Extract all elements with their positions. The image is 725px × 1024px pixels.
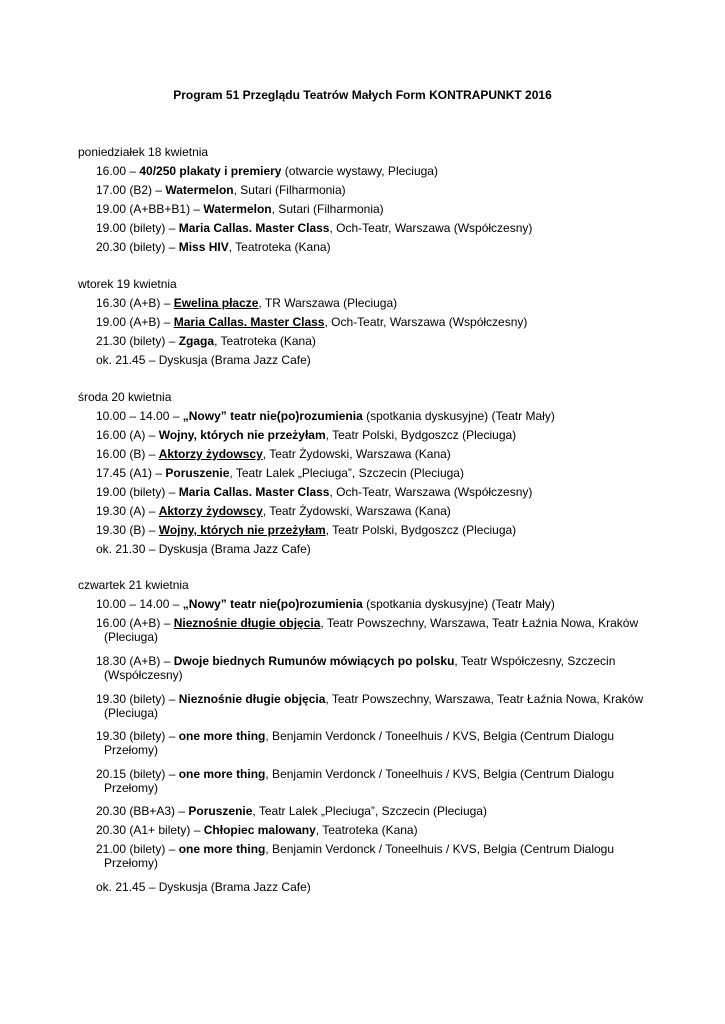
day-heading-monday: poniedziałek 18 kwietnia (78, 145, 209, 159)
event-line: 10.00 – 14.00 – „Nowy” teatr nie(po)rozumienia (spotkania dyskusyjne) (Teatr Mały) (96, 597, 555, 611)
event-line: 19.30 (B) – Wojny, których nie przeżyłam, Teatr Polski, Bydgoszcz (Pleciuga) (96, 523, 517, 537)
event-line: 17.45 (A1) – Poruszenie, Teatr Lalek „Pleciuga”, Szczecin (Pleciuga) (96, 466, 464, 480)
event-line: 16.00 – 40/250 plakaty i premiery (otwarcie wystawy, Pleciuga) (96, 164, 438, 178)
event-line: 16.00 (A+B) – Nieznośnie długie objęcia, Teatr Powszechny, Warszawa, Teatr Łaźnia Nowa, Kraków (Pleciuga) (96, 616, 639, 644)
event-line: 21.00 (bilety) – one more thing, Benjamin Verdonck / Toneelhuis / KVS, Belgia (Centrum Dialogu Przełomy) (96, 842, 615, 870)
event-line: 20.30 (bilety) – Miss HIV, Teatroteka (Kana) (96, 240, 331, 254)
event-line: 19.00 (A+B) – Maria Callas. Master Class, Och-Teatr, Warszawa (Współczesny) (96, 315, 528, 329)
page-title: Program 51 Przeglądu Teatrów Małych Form KONTRAPUNKT 2016 (173, 88, 552, 102)
event-line: 19.00 (bilety) – Maria Callas. Master Class, Och-Teatr, Warszawa (Współczesny) (96, 485, 533, 499)
event-line: 19.00 (bilety) – Maria Callas. Master Class, Och-Teatr, Warszawa (Współczesny) (96, 221, 533, 235)
event-line: 21.30 (bilety) – Zgaga, Teatroteka (Kana) (96, 334, 316, 348)
event-line: 16.30 (A+B) – Ewelina płacze, TR Warszawa (Pleciuga) (96, 296, 398, 310)
event-line: ok. 21.45 – Dyskusja (Brama Jazz Cafe) (96, 880, 311, 894)
event-line: 19.30 (bilety) – Nieznośnie długie objęcia, Teatr Powszechny, Warszawa, Teatr Łaźnia Nowa, Kraków (Pleciuga) (96, 692, 644, 720)
event-line: 16.00 (B) – Aktorzy żydowscy, Teatr Żydowski, Warszawa (Kana) (96, 447, 451, 461)
event-line: 20.15 (bilety) – one more thing, Benjamin Verdonck / Toneelhuis / KVS, Belgia (Centrum Dialogu Przełomy) (96, 767, 615, 795)
day-heading-tuesday: wtorek 19 kwietnia (78, 277, 177, 291)
event-line: ok. 21.45 – Dyskusja (Brama Jazz Cafe) (96, 353, 311, 367)
event-line: 20.30 (A1+ bilety) – Chłopiec malowany, Teatroteka (Kana) (96, 823, 418, 837)
event-line: 10.00 – 14.00 – „Nowy” teatr nie(po)rozumienia (spotkania dyskusyjne) (Teatr Mały) (96, 409, 555, 423)
event-line: 17.00 (B2) – Watermelon, Sutari (Filharmonia) (96, 183, 346, 197)
day-heading-thursday: czwartek 21 kwietnia (78, 578, 189, 592)
event-line: 19.30 (bilety) – one more thing, Benjamin Verdonck / Toneelhuis / KVS, Belgia (Centrum Dialogu Przełomy) (96, 729, 615, 757)
event-line: 20.30 (BB+A3) – Poruszenie, Teatr Lalek „Pleciuga”, Szczecin (Pleciuga) (96, 804, 487, 818)
day-heading-wednesday: środa 20 kwietnia (78, 390, 172, 404)
event-line: ok. 21.30 – Dyskusja (Brama Jazz Cafe) (96, 542, 311, 556)
event-line: 16.00 (A) – Wojny, których nie przeżyłam, Teatr Polski, Bydgoszcz (Pleciuga) (96, 428, 517, 442)
event-line: 19.30 (A) – Aktorzy żydowscy, Teatr Żydowski, Warszawa (Kana) (96, 504, 451, 518)
event-line: 19.00 (A+BB+B1) – Watermelon, Sutari (Filharmonia) (96, 202, 384, 216)
event-line: 18.30 (A+B) – Dwoje biednych Rumunów mówiących po polsku, Teatr Współczesny, Szczecin (Współczesny) (96, 654, 616, 682)
